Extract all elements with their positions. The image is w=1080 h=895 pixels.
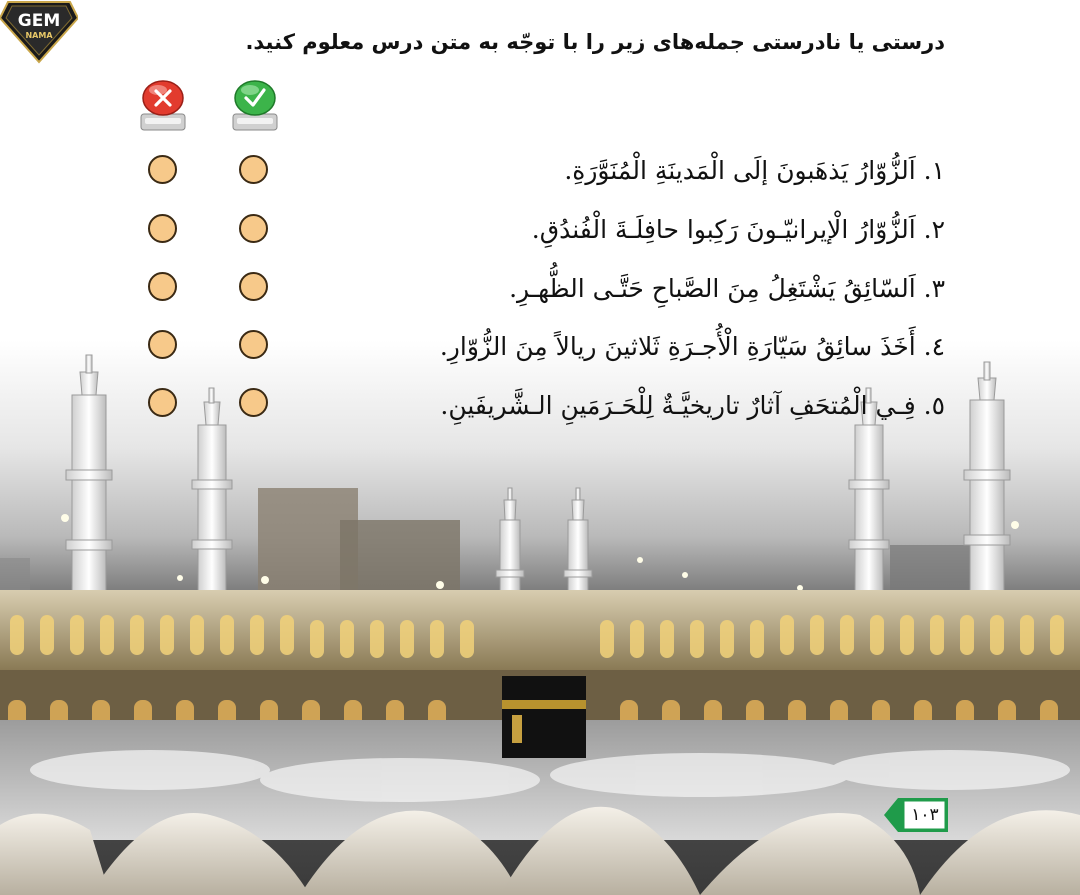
true-option-1[interactable] (239, 155, 268, 184)
true-option-4[interactable] (239, 330, 268, 359)
logo-text-nama: NAMA (25, 31, 53, 40)
statement-3: ٣. اَلسّائِقُ يَشْتَغِلُ مِنَ الصَّباحِ حَتَّـى الظُّهـرِ. (509, 274, 945, 303)
exercise-instruction: درستی یا نادرستی جمله‌های زیر را با توجّه به متن درس معلوم کنید. (245, 30, 945, 54)
statement-5: ٥. فِـي الْمُتحَفِ آثارٌ تاريخيَّـةٌ لِلْحَـرَمَينِ الـشَّريفَينِ. (440, 391, 945, 420)
false-option-2[interactable] (148, 214, 177, 243)
statement-4: ٤. أَخَذَ سائِقُ سَيّارَةِ الْأُجـرَةِ ثَلاثينَ ريالاً مِنَ الزُّوّارِ. (439, 332, 945, 361)
logo-text-gem: GEM (17, 11, 61, 31)
statement-2: ٢. اَلزُّوّارُ الْإيرانيّـونَ رَكِبوا حافِلَـةَ الْفُندُقِ. (531, 215, 945, 244)
page-number: ١٠٣ (911, 805, 939, 825)
false-option-1[interactable] (148, 155, 177, 184)
gem-nama-logo (0, 0, 78, 64)
cross-icon (139, 78, 187, 134)
false-option-4[interactable] (148, 330, 177, 359)
statement-1: ١. اَلزُّوّارُ يَذهَبونَ إلَى الْمَدينَةِ الْمُنَوَّرَةِ. (564, 156, 945, 185)
true-option-3[interactable] (239, 272, 268, 301)
false-option-5[interactable] (148, 388, 177, 417)
true-option-2[interactable] (239, 214, 268, 243)
false-option-3[interactable] (148, 272, 177, 301)
true-option-5[interactable] (239, 388, 268, 417)
check-icon (231, 78, 279, 134)
